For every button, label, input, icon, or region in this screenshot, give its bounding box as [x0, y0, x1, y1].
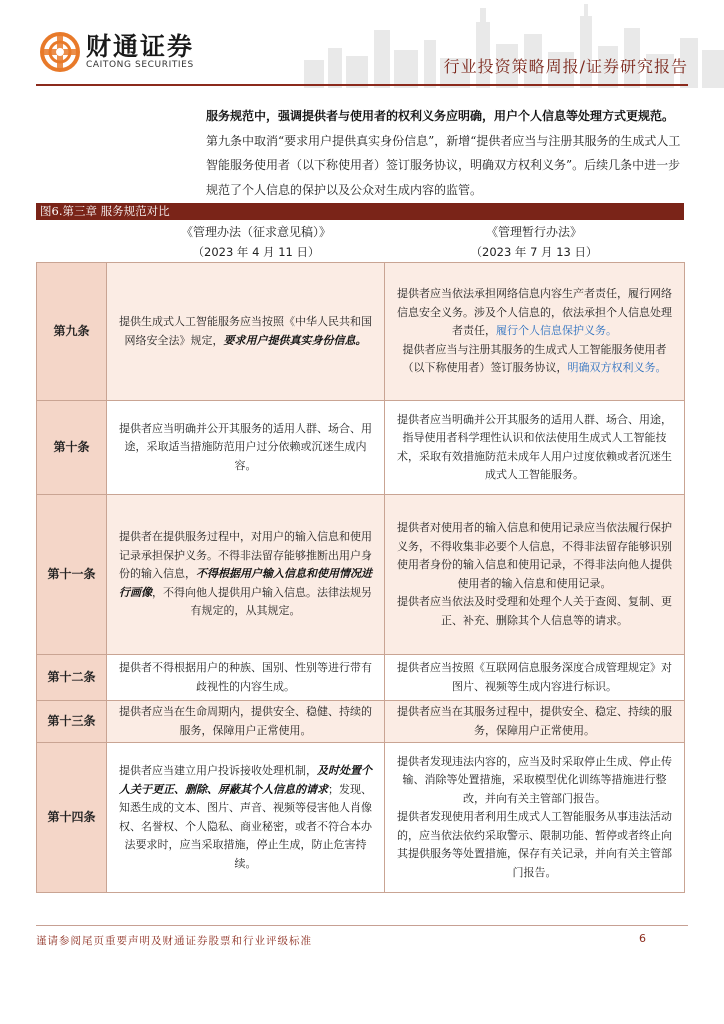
- draft-text: ；发现、知悉生成的文本、图片、声音、视频等侵害他人肖像权、名誉权、个人隐私、商业秘密，或者不符合本办法要求时，应当采取措施，停止生成，防止危害持续。: [119, 782, 372, 870]
- figure-caption: 图6.第三章 服务规范对比: [36, 203, 684, 220]
- draft-cell: [107, 495, 385, 655]
- row-label: 第十四条: [37, 743, 107, 893]
- page-header: [0, 0, 724, 88]
- interim-paragraph: 提供者对使用者的输入信息和使用记录应当依法履行保护义务，不得收集非必要个人信息，不得非法留存能够识别使用者身份的输入信息和使用记录，不得非法向他人提供使用者的输入信息和使用记录。: [397, 521, 672, 590]
- interim-highlight: 履行个人信息保护义务。: [496, 324, 617, 338]
- intro-paragraph: [206, 104, 686, 202]
- draft-cell: 提供者不得根据用户的种族、国别、性别等进行带有歧视性的内容生成。: [107, 655, 385, 701]
- interim-cell: [385, 263, 685, 401]
- draft-cell: 提供者应当在生命周期内，提供安全、稳健、持续的服务，保障用户正常使用。: [107, 701, 385, 743]
- row-label: 第十三条: [37, 701, 107, 743]
- draft-emphasis: 及时处置个人关于更正、删除、屏蔽其个人信息的请求: [119, 764, 372, 796]
- row-label: 第九条: [37, 263, 107, 401]
- brand-logo: [40, 32, 194, 72]
- table-row: [37, 401, 685, 495]
- interim-text: 提供者应当与注册其服务的生成式人工智能服务使用者（以下称使用者）签订服务协议，: [402, 342, 667, 375]
- page-number: 6: [639, 932, 646, 945]
- column-title-interim: 《管理暂行办法》: [485, 225, 582, 239]
- draft-cell: 提供者应当明确并公开其服务的适用人群、场合、用途，采取适当措施防范用户过分依赖或沉迷生成内容。: [107, 401, 385, 495]
- intro-bold-text: 服务规范中，强调提供者与使用者的权利义务应明确，用户个人信息等处理方式更规范。: [206, 109, 675, 123]
- interim-cell: [385, 495, 685, 655]
- row-label: 第十条: [37, 401, 107, 495]
- header-divider: [36, 84, 688, 86]
- table-row: [37, 655, 685, 701]
- logo-english-name: CAITONG SECURITIES: [86, 60, 194, 70]
- draft-cell: [107, 743, 385, 893]
- draft-text: ，不得向他人提供用户输入信息。法律法规另有规定的，从其规定。: [152, 585, 372, 618]
- interim-cell: [385, 743, 685, 893]
- column-date-interim: （2023 年 7 月 13 日）: [470, 245, 598, 259]
- footer-divider: [36, 925, 688, 926]
- interim-paragraph: 提供者发现使用者利用生成式人工智能服务从事违法活动的，应当依法依约采取警示、限制功能、暂停或者终止向其提供服务等处置措施，保存有关记录，并向有关主管部门报告。: [397, 810, 672, 879]
- draft-text: 提供生成式人工智能服务应当按照《中华人民共和国网络安全法》规定，: [119, 315, 372, 347]
- interim-paragraph: 提供者发现违法内容的，应当及时采取停止生成、停止传输、消除等处置措施，采取模型优化训练等措施进行整改，并向有关主管部门报告。: [397, 754, 672, 805]
- interim-text: 提供者应当依法承担网络信息内容生产者责任，履行网络信息安全义务。涉及个人信息的，依法承担个人信息处理者责任，: [397, 287, 672, 338]
- logo-chinese-name: 财通证券: [86, 32, 195, 61]
- logo-mark-icon: [40, 32, 80, 72]
- column-header-interim: [384, 222, 684, 262]
- footer-disclaimer: 谨请参阅尾页重要声明及财通证券股票和行业评级标准: [36, 935, 312, 947]
- draft-emphasis: 不得根据用户输入信息和使用情况进行画像: [119, 567, 372, 599]
- table-row: [37, 701, 685, 743]
- intro-normal-text: 第九条中取消“要求用户提供真实身份信息”，新增“提供者应当与注册其服务的生成式人工智能服务使用者（以下称使用者）签订服务协议，明确双方权利义务”。后续几条中进一步规范了个人信息的保护以及公众对生成内容的监管。: [206, 133, 681, 197]
- comparison-table: [36, 262, 685, 893]
- report-type-title: 行业投资策略周报/证券研究报告: [443, 57, 688, 76]
- table-row: [37, 495, 685, 655]
- draft-cell: [107, 263, 385, 401]
- draft-text: 提供者应当建立用户投诉接收处理机制，: [119, 764, 317, 777]
- interim-cell: 提供者应当明确并公开其服务的适用人群、场合、用途，指导使用者科学理性认识和依法使用生成式人工智能技术，采取有效措施防范未成年人用户过度依赖或者沉迷生成式人工智能服务。: [385, 401, 685, 495]
- table-row: [37, 263, 685, 401]
- column-header-draft: [106, 222, 406, 262]
- draft-text: 提供者在提供服务过程中，对用户的输入信息和使用记录承担保护义务。不得非法留存能够推断出用户身份的输入信息，: [119, 530, 372, 581]
- interim-cell: 提供者应当在其服务过程中，提供安全、稳定、持续的服务，保障用户正常使用。: [385, 701, 685, 743]
- row-label: 第十一条: [37, 495, 107, 655]
- interim-highlight: 明确双方权利义务。: [567, 361, 667, 375]
- column-date-draft: （2023 年 4 月 11 日）: [192, 245, 320, 259]
- draft-emphasis: 要求用户提供真实身份信息。: [223, 333, 367, 347]
- table-row: [37, 743, 685, 893]
- interim-paragraph: 提供者应当依法及时受理和处理个人关于查阅、复制、更正、补充、删除其个人信息等的请求。: [397, 595, 672, 627]
- interim-cell: 提供者应当按照《互联网信息服务深度合成管理规定》对图片、视频等生成内容进行标识。: [385, 655, 685, 701]
- row-label: 第十二条: [37, 655, 107, 701]
- column-title-draft: 《管理办法（征求意见稿）》: [180, 225, 331, 239]
